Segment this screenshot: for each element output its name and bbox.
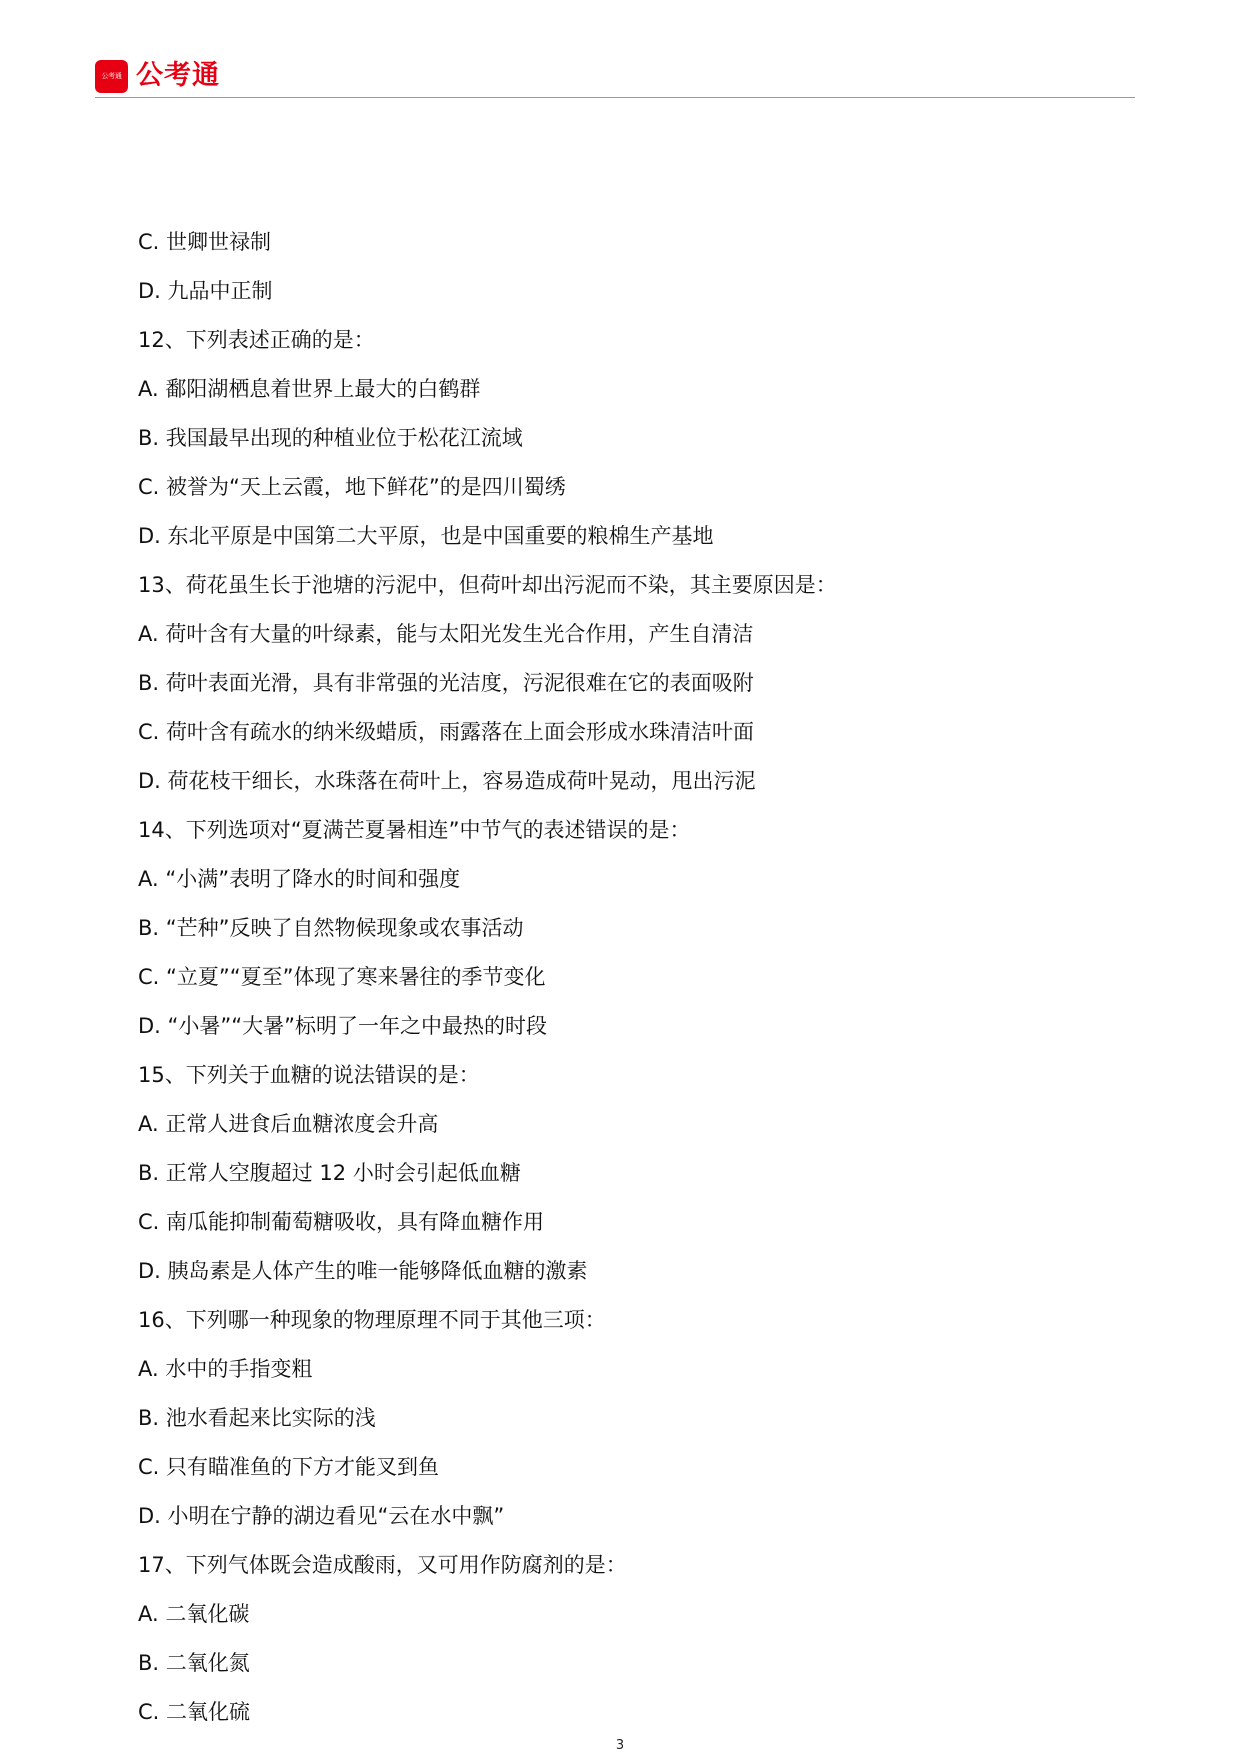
- question-line: 14、下列选项对“夏满芒夏暑相连”中节气的表述错误的是：: [138, 818, 691, 842]
- option-line: C. 被誉为“天上云霞，地下鲜花”的是四川蜀绣: [138, 475, 566, 499]
- option-line: B. 我国最早出现的种植业位于松花江流域: [138, 426, 523, 450]
- option-line: B. 荷叶表面光滑，具有非常强的光洁度，污泥很难在它的表面吸附: [138, 671, 754, 695]
- option-line: C. 南瓜能抑制葡萄糖吸收，具有降血糖作用: [138, 1210, 545, 1234]
- option-line: C. 世卿世禄制: [138, 230, 272, 254]
- option-line: D. “小暑”“大暑”标明了一年之中最热的时段: [138, 1014, 548, 1038]
- option-line: D. 东北平原是中国第二大平原，也是中国重要的粮棉生产基地: [138, 524, 714, 548]
- question-line: 12、下列表述正确的是：: [138, 328, 375, 352]
- option-line: A. 二氧化碳: [138, 1602, 250, 1626]
- question-line: 16、下列哪一种现象的物理原理不同于其他三项：: [138, 1308, 606, 1332]
- option-line: A. “小满”表明了降水的时间和强度: [138, 867, 461, 891]
- option-line: C. 二氧化硫: [138, 1700, 251, 1724]
- header-divider: [95, 97, 1135, 98]
- page-number: 3: [615, 1738, 625, 1753]
- option-line: C. 荷叶含有疏水的纳米级蜡质，雨露落在上面会形成水珠清洁叶面: [138, 720, 755, 744]
- option-line: A. 鄱阳湖栖息着世界上最大的白鹤群: [138, 377, 481, 401]
- option-line: D. 荷花枝干细长，水珠落在荷叶上，容易造成荷叶晃动，甩出污泥: [138, 769, 756, 793]
- option-line: D. 小明在宁静的湖边看见“云在水中飘”: [138, 1504, 505, 1528]
- option-line: B. 二氧化氮: [138, 1651, 250, 1675]
- option-line: C. 只有瞄准鱼的下方才能叉到鱼: [138, 1455, 440, 1479]
- question-line: 15、下列关于血糖的说法错误的是：: [138, 1063, 480, 1087]
- question-list: [138, 230, 1138, 1749]
- brand-logo-icon: 公考通: [95, 60, 128, 93]
- option-line: B. 正常人空腹超过 12 小时会引起低血糖: [138, 1161, 521, 1185]
- option-line: C. “立夏”“夏至”体现了寒来暑往的季节变化: [138, 965, 546, 989]
- option-line: D. 胰岛素是人体产生的唯一能够降低血糖的激素: [138, 1259, 588, 1283]
- option-line: A. 水中的手指变粗: [138, 1357, 313, 1381]
- option-line: A. 荷叶含有大量的叶绿素，能与太阳光发生光合作用，产生自清洁: [138, 622, 754, 646]
- option-line: B. 池水看起来比实际的浅: [138, 1406, 376, 1430]
- option-line: A. 正常人进食后血糖浓度会升高: [138, 1112, 439, 1136]
- option-line: B. “芒种”反映了自然物候现象或农事活动: [138, 916, 524, 940]
- question-line: 17、下列气体既会造成酸雨，又可用作防腐剂的是：: [138, 1553, 627, 1577]
- brand-name: 公考通: [136, 60, 220, 91]
- page-header: [95, 56, 220, 96]
- question-line: 13、荷花虽生长于池塘的污泥中，但荷叶却出污泥而不染，其主要原因是：: [138, 573, 837, 597]
- option-line: D. 九品中正制: [138, 279, 273, 303]
